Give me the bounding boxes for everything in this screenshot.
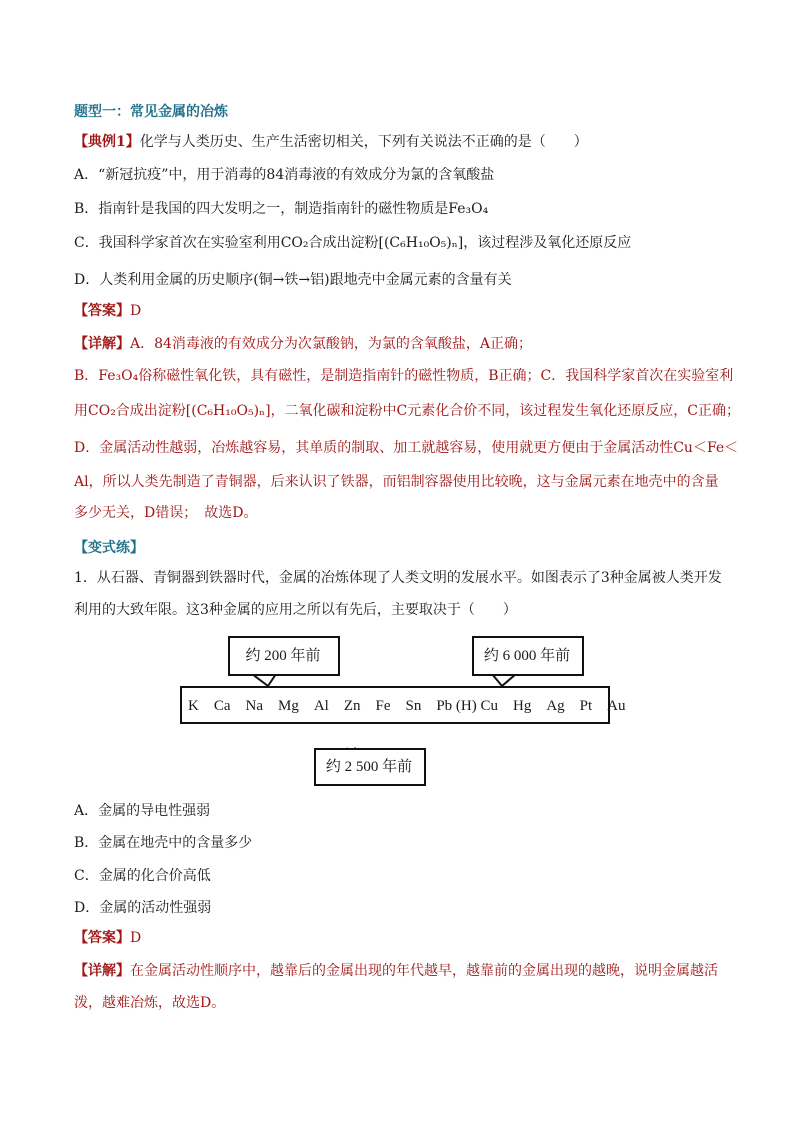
example-option-c: C．我国科学家首次在实验室利用CO₂合成出淀粉[(C₆H₁₀O₅)ₙ]，该过程涉及氧化还原反应: [74, 235, 632, 251]
detail-tag: 【详解】: [74, 336, 130, 352]
practice-option-a: A．金属的导电性强弱: [74, 803, 211, 819]
practice-option-d: D．金属的活动性强弱: [74, 900, 212, 916]
practice-question-line-1: 1．从石器、青铜器到铁器时代，金属的冶炼体现了人类文明的发展水平。如图表示了3种金属被人类开发: [74, 570, 722, 586]
practice-detail-text: 在金属活动性顺序中，越靠后的金属出现的年代越早，越靠前的金属出现的越晚，说明金属越活: [130, 963, 718, 979]
metal-activity-diagram: [180, 636, 626, 782]
example-detail-line-5: Al，所以人类先制造了青铜器，后来认识了铁器，而铝制容器使用比较晚，这与金属元素在地壳中的含量: [74, 474, 719, 490]
example-question: [74, 132, 588, 152]
callout-right-label: 约 6 000 年前: [483, 648, 571, 664]
practice-detail-line-2: 泼，越难冶炼，故选D。: [74, 995, 226, 1011]
example-option-b: B．指南针是我国的四大发明之一，制造指南针的磁性物质是Fe₃O₄: [74, 201, 489, 217]
example-option-a: A．“新冠抗疫”中，用于消毒的84消毒液的有效成分为氯的含氧酸盐: [74, 167, 495, 183]
practice-answer-value: D: [130, 930, 142, 946]
callout-left-label: 约 200 年前: [245, 648, 321, 664]
practice-question-line-2: 利用的大致年限。这3种金属的应用之所以有先后，主要取决于（ ）: [74, 602, 517, 618]
practice-detail-line-1: [74, 961, 718, 981]
example-answer: [74, 301, 141, 321]
callout-bottom-label: 约 2 500 年前: [325, 759, 413, 775]
practice-option-c: C．金属的化合价高低: [74, 868, 211, 884]
detail-text: A．84消毒液的有效成分为次氯酸钠，为氯的含氧酸盐，A正确；: [130, 336, 533, 352]
example-detail-line-4: D．金属活动性越弱，冶炼越容易，其单质的制取、加工就越容易，使用就更方便由于金属活动性Cu＜Fe＜: [74, 440, 739, 456]
example-detail-line-2: B．Fe₃O₄俗称磁性氧化铁，具有磁性，是制造指南针的磁性物质，B正确；C．我国科学家首次在实验室利: [74, 368, 734, 384]
practice-option-b: B．金属在地壳中的含量多少: [74, 835, 253, 851]
practice-tag: 【变式练】: [74, 540, 144, 556]
practice-detail-tag: 【详解】: [74, 963, 130, 979]
example-detail-line-3: 用CO₂合成出淀粉[(C₆H₁₀O₅)ₙ]，二氧化碳和淀粉中C元素化合价不同，该过程发生氧化还原反应，C正确；: [74, 403, 740, 419]
example-question-text: 化学与人类历史、生产生活密切相关，下列有关说法不正确的是（ ）: [139, 134, 588, 150]
answer-value: D: [130, 303, 142, 319]
example-tag: 【典例1】: [74, 134, 140, 150]
practice-answer: [74, 928, 141, 948]
answer-tag: 【答案】: [74, 303, 130, 319]
section-title: 题型一：常见金属的冶炼: [74, 104, 228, 120]
activity-series-text: K Ca Na Mg Al Zn Fe Sn Pb (H) Cu Hg Ag Pt Au: [188, 698, 626, 714]
example-detail-line-6: 多少无关，D错误； 故选D。: [74, 505, 258, 521]
example-detail-line-1: [74, 334, 532, 354]
practice-answer-tag: 【答案】: [74, 930, 130, 946]
example-option-d: D．人类利用金属的历史顺序(铜→铁→铝)跟地壳中金属元素的含量有关: [74, 272, 512, 288]
